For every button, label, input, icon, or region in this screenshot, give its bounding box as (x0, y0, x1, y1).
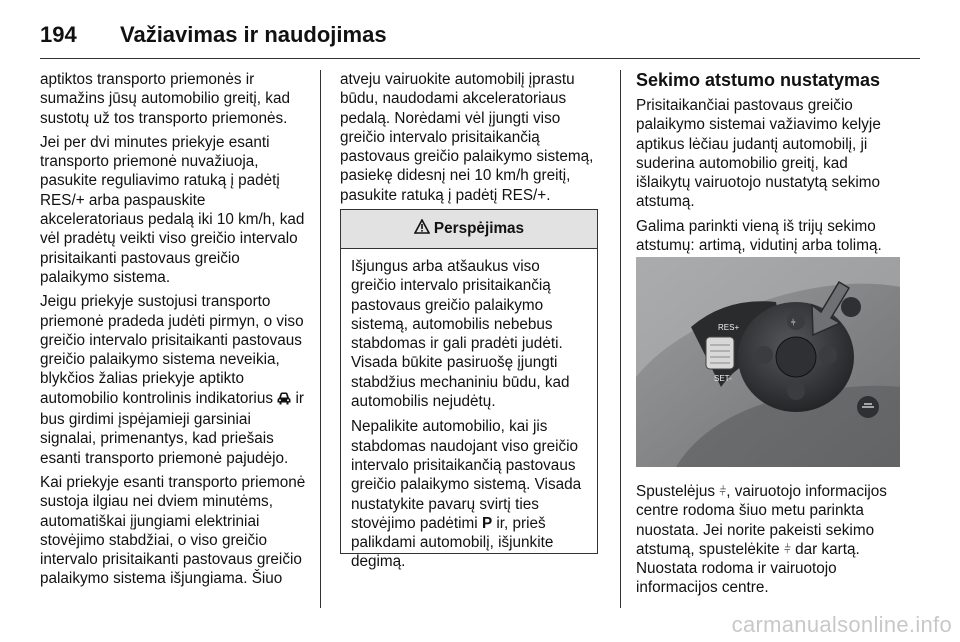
warning-triangle-icon (414, 219, 434, 239)
paragraph-text: ir bus girdimi įspėjamieji garsiniai signalai, primenantys, kad priešais esanti transporto priemonė pajudėjo. (40, 389, 304, 467)
paragraph-text: ir, prieš palikdami automobilį, išjunkite degimą. (351, 514, 554, 571)
paragraph (40, 292, 308, 468)
follow-distance-icon: ⫩ (719, 484, 727, 498)
header-rule (40, 58, 920, 59)
column-divider-2 (620, 70, 621, 608)
paragraph (636, 482, 902, 598)
follow-distance-icon: ⫩ (783, 541, 791, 556)
page-header (40, 22, 920, 54)
paragraph: Jei per dvi minutes priekyje esanti transporto priemonė nuvažiuoja, pasukite reguliavimo ratuką į padėtį RES/+ arba paspauskite akceleratoriaus pedalą iki 10 km/h, kad vėl pradėtų veikti viso greičio intervalo prisitaikanti pastovaus greičio palaikymo sistema. (40, 133, 305, 286)
svg-text:⫩: ⫩ (791, 318, 796, 327)
paragraph: aptiktos transporto priemonės ir sumažins jūsų automobilio greitį, kad sustotų už tos transporto priemonės. (40, 71, 290, 127)
section-title: Sekimo atstumo nustatymas (636, 70, 881, 90)
page-title: Važiavimas ir naudojimas (120, 22, 387, 47)
paragraph: Prisitaikančiai pastovaus greičio palaikymo sistemai važiavimo kelyje aptikus lėčiau judantį automobilį, ji suderina automobilio greitį, kad išlaikytų vairuotojo nustatytą sekimo atstumą. (636, 97, 881, 211)
paragraph-text: Nepalikite automobilio, kai jis stabdomas naudojant viso greičio intervalo prisitaikančią pastovaus greičio palaikymo sistemą. Visada nustatykite pavarų svirtį ties stovėjimo padėtimi (351, 418, 582, 532)
column-divider-1 (320, 70, 321, 608)
res-label: RES+ (718, 323, 740, 332)
vehicle-ahead-icon (277, 391, 291, 410)
column-1 (40, 70, 308, 594)
warning-box (340, 209, 598, 571)
set-label: SET- (714, 374, 732, 383)
warning-header (341, 210, 597, 249)
warning-body (341, 249, 597, 572)
watermark: carmanualsonline.info (731, 612, 952, 637)
paragraph: Galima parinkti vieną iš trijų sekimo atstumų: artimą, vidutinį arba tolimą. (636, 217, 882, 255)
paragraph-text: , vairuotojo informacijos centre rodoma šiuo metu parinkta nuostata. Jei norite pakeisti sekimo atstumą, spustelėkite (636, 483, 887, 558)
column-2 (340, 70, 602, 210)
park-position-label: P (481, 514, 493, 532)
paragraph: atveju vairuokite automobilį įprastu būdu, naudodami akceleratoriaus pedalą. Norėdami vėl įjungti viso greičio intervalo prisitaikančią pastovaus greičio palaikymo sistemą, pasiekę didesnį nei 10 km/h greitį, pasukite ratuką į padėtį RES/+. (340, 71, 594, 204)
warning-title: Perspėjimas (433, 220, 525, 237)
paragraph-text: dar kartą. Nuostata rodoma ir vairuotojo informacijos centre. (636, 540, 860, 597)
steering-wheel-controls-photo (636, 257, 900, 467)
page-number: 194 (40, 22, 77, 47)
paragraph: Kai priekyje esanti transporto priemonė sustoja ilgiau nei dviem minutėms, automatiškai įjungiami elektriniai stovėjimo stabdžiai, o viso greičio intervalo prisitaikanti pastovaus greičio palaikymo sistema išjungiama. Šiuo (40, 473, 306, 588)
paragraph-text: Spustelėjus (636, 483, 716, 500)
paragraph-text: Jeigu priekyje sustojusi transporto priemonė pradeda judėti pirmyn, o viso greičio intervalo prisitaikanti pastovaus greičio palaikymo sistema neveikia, blykčios žalias priekyje aptikto automobilio kontrolinis indikatorius (40, 293, 304, 407)
column-3 (636, 70, 902, 260)
column-3-lower (636, 482, 902, 603)
paragraph (351, 417, 589, 571)
paragraph: Išjungus arba atšaukus viso greičio intervalo prisitaikančią pastovaus greičio palaikymo sistemą, automobilis nebebus stabdomas ir gali pradėti judėti. Visada būkite pasiruošę įjungti stabdžius mechaniniu būdu, kad automobilis nejudėtų. (351, 258, 570, 411)
